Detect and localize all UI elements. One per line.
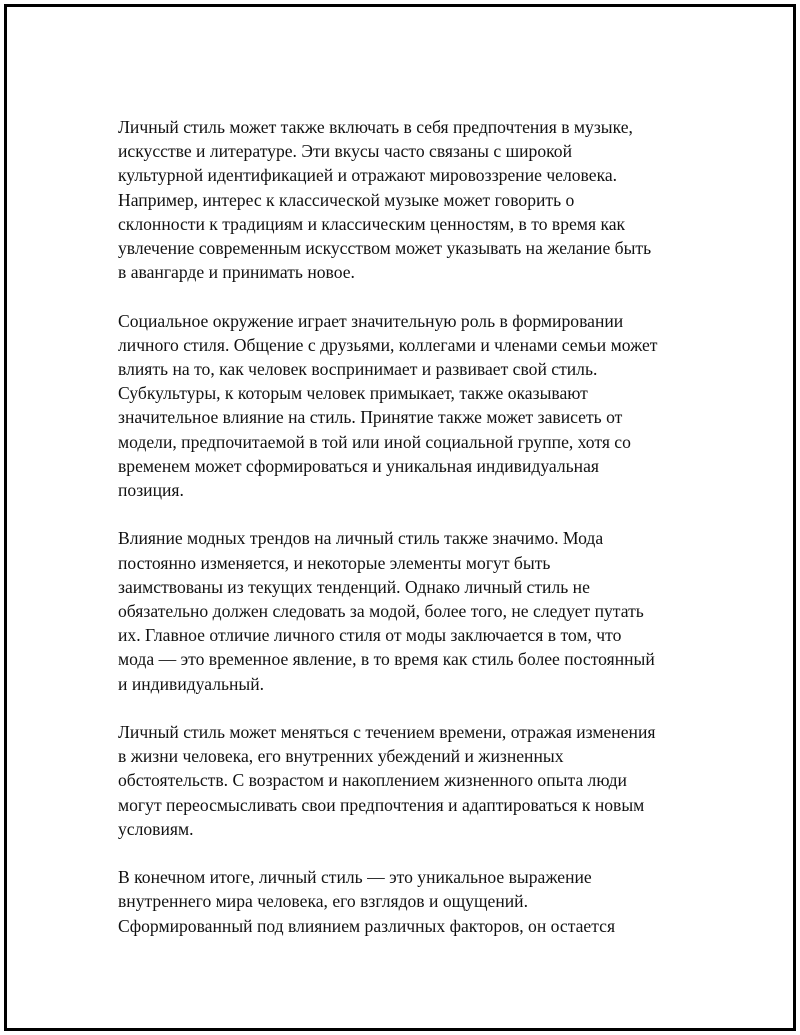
paragraph-1: Личный стиль может также включать в себя предпочтения в музыке, искусстве и литературе. Эти вкусы часто связаны с широкой культурной идентификацией и отражают мировоззрение человека. Например, интерес к классической музыке может говорить о склонности к традициям и классическим ценностям, в то время как увлечение современным искусством может указывать на желание быть в авангарде и принимать новое. [118,117,652,283]
paragraph-5: В конечном итоге, личный стиль — это уникальное выражение внутреннего мира человека, его взглядов и ощущений. Сформированный под влиянием различных факторов, он остается [118,867,616,936]
paragraph-4: Личный стиль может меняться с течением времени, отражая изменения в жизни человека, его внутренних убеждений и жизненных обстоятельств. С возрастом и накоплением жизненного опыта люди могут переосмысливать свои предпочтения и адаптироваться к новым условиям. [118,722,656,839]
paragraph-2: Социальное окружение играет значительную роль в формировании личного стиля. Общение с друзьями, коллегами и членами семьи может влиять на то, как человек воспринимает и развивает свой стиль. Субкультуры, к которым человек примыкает, также оказывают значительное влияние на стиль. Принятие также может зависеть от модели, предпочитаемой в той или иной социальной группе, хотя со временем может сформироваться и уникальная индивидуальная позиция. [118,310,658,501]
paragraph-3: Влияние модных трендов на личный стиль также значимо. Мода постоянно изменяется, и некоторые элементы могут быть заимствованы из текущих тенденций. Однако личный стиль не обязательно должен следовать за модой, более того, не следует путать их. Главное отличие личного стиля от моды заключается в том, что мода — это временное явление, в то время как стиль более постоянный и индивидуальный. [118,528,655,694]
document-body [118,115,688,962]
